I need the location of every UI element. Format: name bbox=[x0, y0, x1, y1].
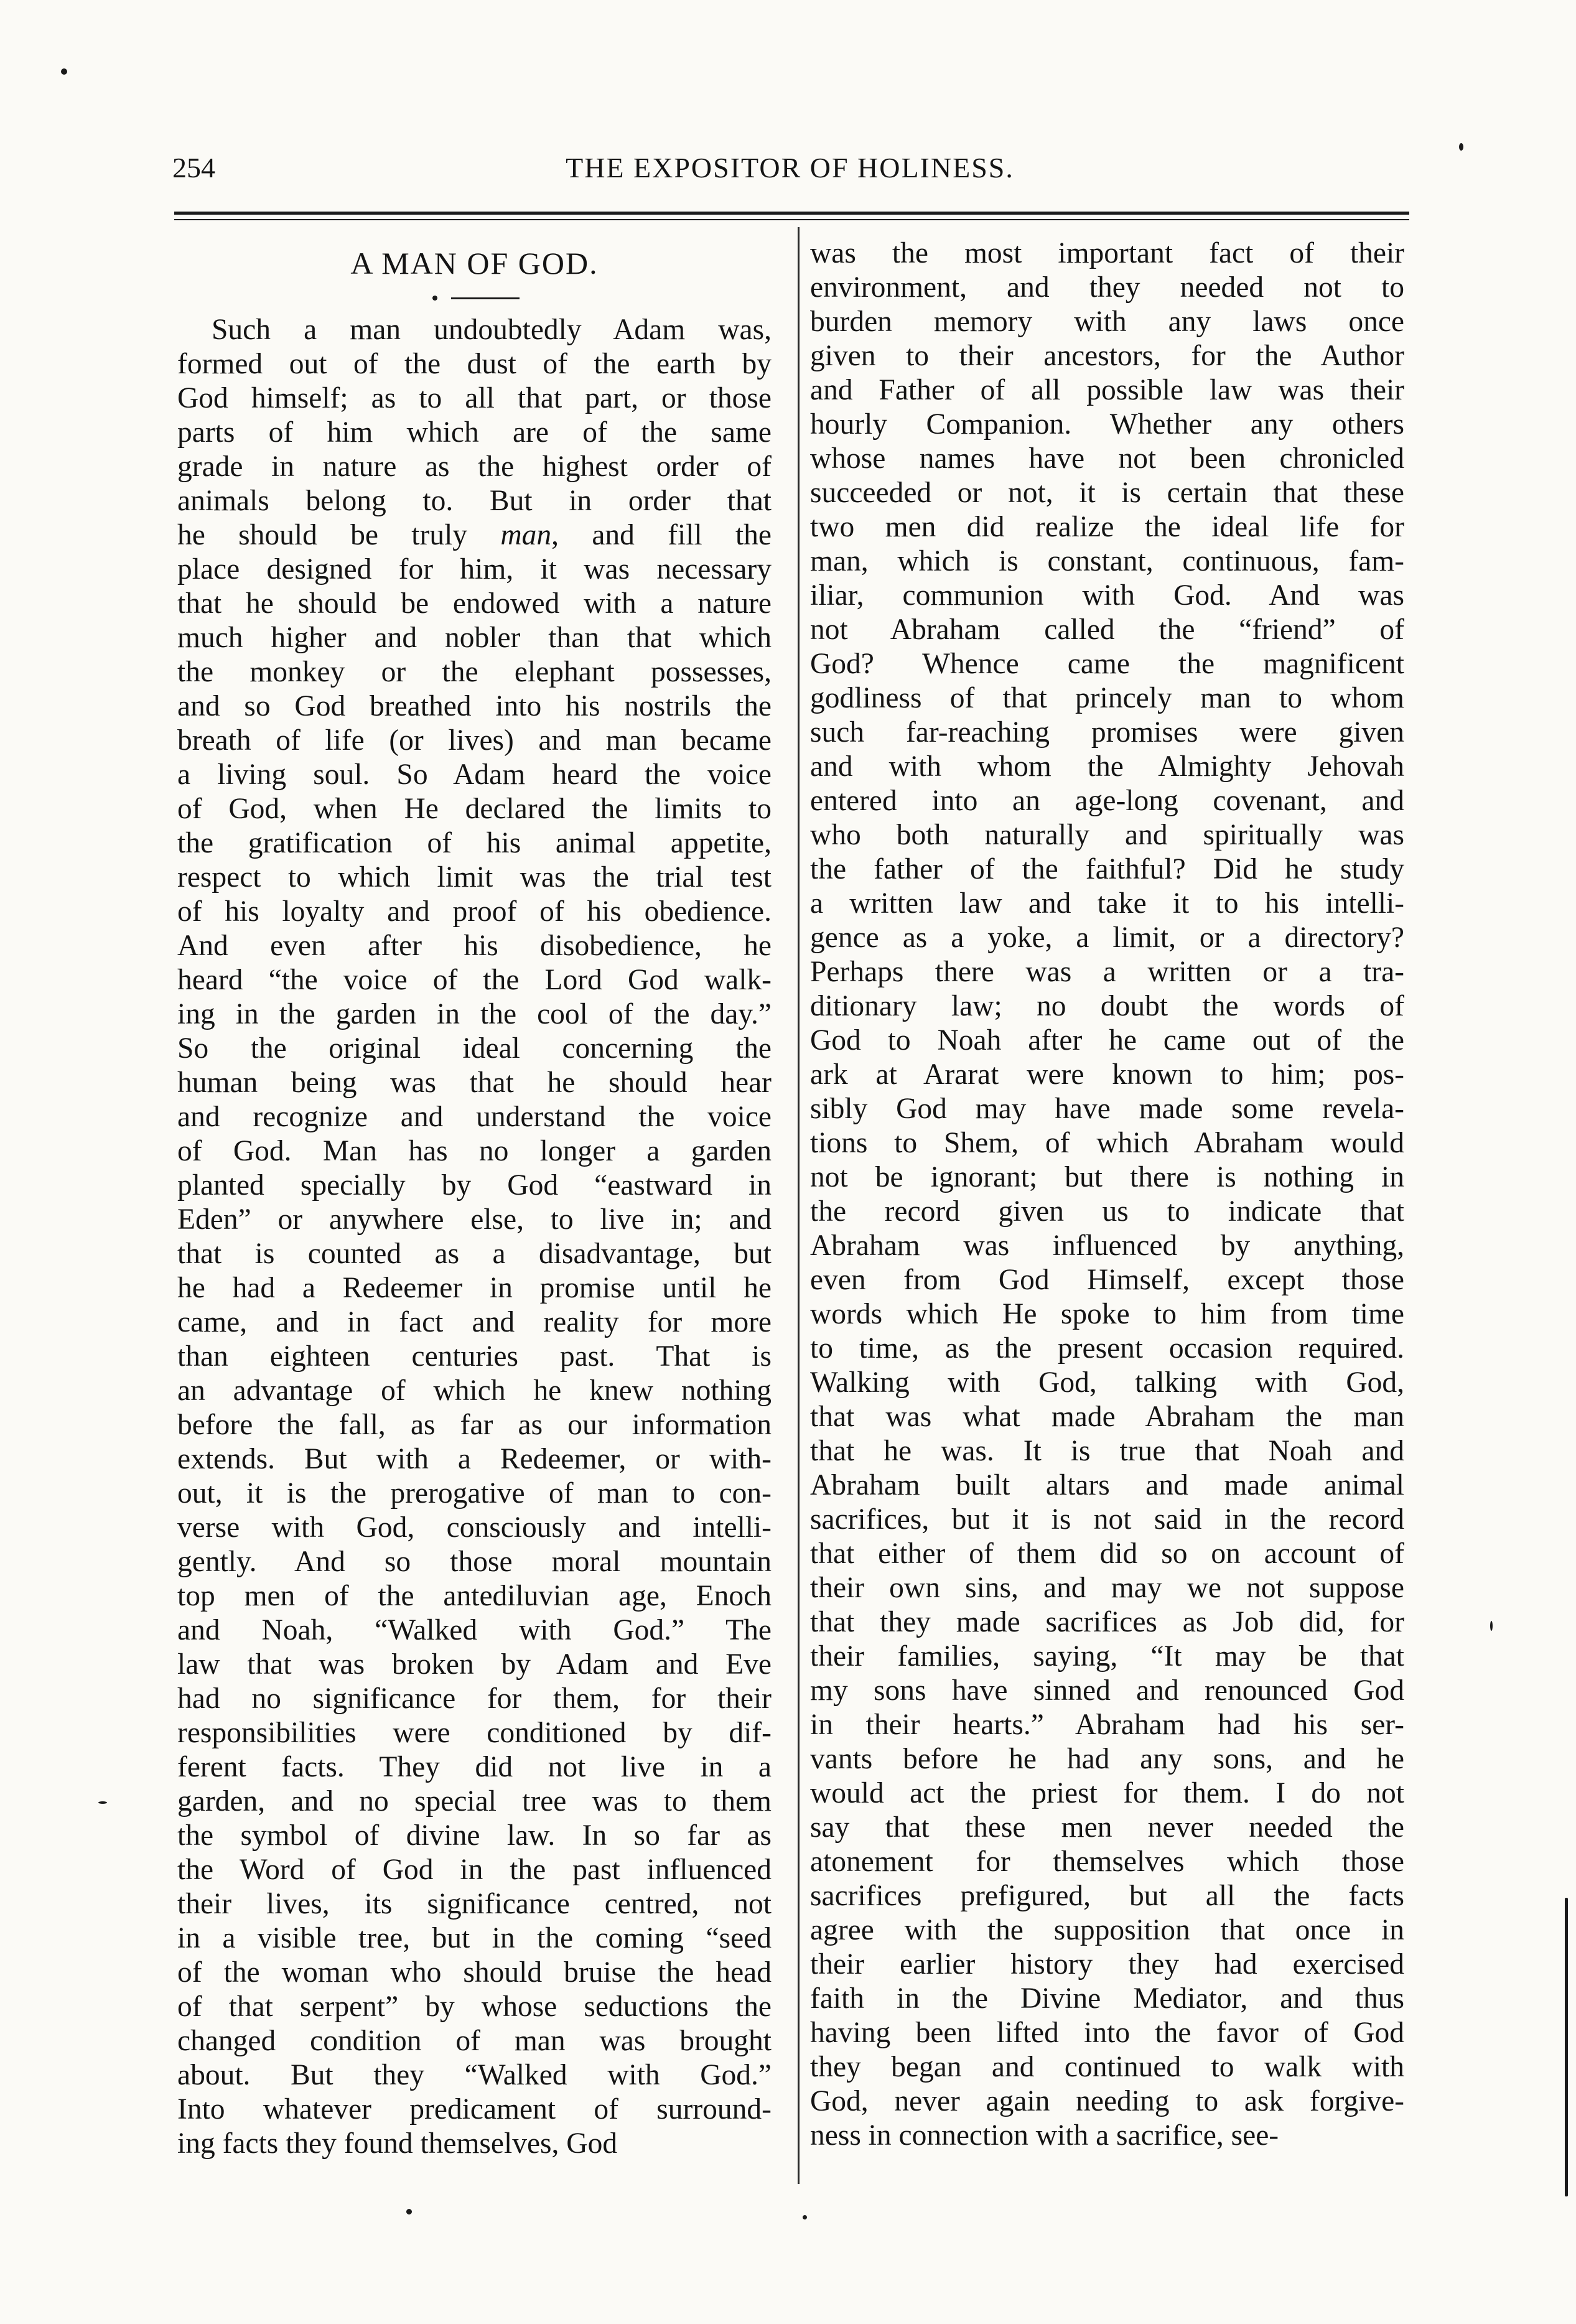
emphasis: man bbox=[500, 519, 552, 551]
text-line: parts of him which are of the same bbox=[177, 416, 772, 449]
text-line: the record given us to indicate that bbox=[810, 1195, 1404, 1228]
text-line: given to their ancestors, for the Author bbox=[810, 340, 1404, 372]
text-line: man, which is constant, continuous, fam- bbox=[810, 545, 1404, 577]
title-ornament bbox=[177, 285, 772, 313]
text-line: of the woman who should bruise the head bbox=[177, 1956, 772, 1989]
left-column bbox=[177, 236, 772, 2161]
scan-speck bbox=[61, 68, 67, 75]
text-line: that they made sacrifices as Job did, for bbox=[810, 1606, 1404, 1638]
text-line: about. But they “Walked with God.” bbox=[177, 2059, 772, 2091]
text-line: sacrifices prefigured, but all the facts bbox=[810, 1880, 1404, 1912]
text-line: changed condition of man was brought bbox=[177, 2025, 772, 2057]
ornament-dot bbox=[432, 296, 437, 301]
text-line: gence as a yoke, a limit, or a directory? bbox=[810, 922, 1404, 954]
text-line: sibly God may have made some revela- bbox=[810, 1093, 1404, 1125]
text-line: God, never again needing to ask forgive- bbox=[810, 2085, 1404, 2117]
column-divider bbox=[798, 227, 800, 2184]
text-line: that was what made Abraham the man bbox=[810, 1401, 1404, 1433]
header-rule-thin bbox=[174, 219, 1409, 220]
text-line: not be ignorant; but there is nothing in bbox=[810, 1161, 1404, 1193]
text-line: an advantage of which he knew nothing bbox=[177, 1374, 772, 1407]
scan-speck bbox=[1459, 143, 1463, 151]
right-column-text bbox=[810, 236, 1404, 2153]
text-line: would act the priest for them. I do not bbox=[810, 1777, 1404, 1809]
text-line: tions to Shem, of which Abraham would bbox=[810, 1127, 1404, 1159]
text-line: a living soul. So Adam heard the voice bbox=[177, 758, 772, 791]
text-line: succeeded or not, it is certain that these bbox=[810, 477, 1404, 509]
text-line: ness in connection with a sacrifice, see- bbox=[810, 2119, 1279, 2152]
text-line: environment, and they needed not to bbox=[810, 271, 1404, 304]
text-line: of God, when He declared the limits to bbox=[177, 793, 772, 825]
text-line: came, and in fact and reality for more bbox=[177, 1306, 772, 1338]
text-line: verse with God, consciously and intelli- bbox=[177, 1511, 772, 1544]
text-line: ing in the garden in the cool of the day.” bbox=[177, 998, 772, 1030]
text-line: and Father of all possible law was their bbox=[810, 374, 1404, 406]
text-line: in a visible tree, but in the coming “seed bbox=[177, 1922, 772, 1954]
text-line: he had a Redeemer in promise until he bbox=[177, 1272, 772, 1304]
text-line: the Word of God in the past influenced bbox=[177, 1854, 772, 1886]
text-line: sacrifices, but it is not said in the record bbox=[810, 1503, 1404, 1536]
text-line: burden memory with any laws once bbox=[810, 306, 1404, 338]
right-column bbox=[810, 236, 1404, 2153]
text-line: ditionary law; no doubt the words of bbox=[810, 990, 1404, 1022]
text-line: Perhaps there was a written or a tra- bbox=[810, 956, 1404, 988]
text-line: So the original ideal concerning the bbox=[177, 1032, 772, 1065]
scan-speck bbox=[803, 2215, 807, 2219]
text-line: respect to which limit was the trial test bbox=[177, 861, 772, 894]
text-line: two men did realize the ideal life for bbox=[810, 511, 1404, 543]
scan-speck bbox=[406, 2209, 412, 2214]
text-line: the monkey or the elephant possesses, bbox=[177, 656, 772, 688]
scan-speck bbox=[1490, 1621, 1493, 1631]
running-title: THE EXPOSITOR OF HOLINESS. bbox=[566, 152, 1014, 184]
scan-speck bbox=[98, 1801, 107, 1804]
text-line: agree with the supposition that once in bbox=[810, 1914, 1404, 1946]
text-line: their families, saying, “It may be that bbox=[810, 1640, 1404, 1673]
text-line: was the most important fact of their bbox=[810, 237, 1404, 269]
text-line: the symbol of divine law. In so far as bbox=[177, 1819, 772, 1852]
text-line: Walking with God, talking with God, bbox=[810, 1366, 1404, 1399]
text-line: had no significance for them, for their bbox=[177, 1682, 772, 1715]
text-line: entered into an age-long covenant, and bbox=[810, 785, 1404, 817]
text-line: and recognize and understand the voice bbox=[177, 1101, 772, 1133]
text-line: hourly Companion. Whether any others bbox=[810, 408, 1404, 441]
text-line: their earlier history they had exercised bbox=[810, 1948, 1404, 1981]
text-line: responsibilities were conditioned by dif- bbox=[177, 1717, 772, 1749]
text-line: garden, and no special tree was to them bbox=[177, 1785, 772, 1818]
text-line: gently. And so those moral mountain bbox=[177, 1546, 772, 1578]
text-line: that is counted as a disadvantage, but bbox=[177, 1238, 772, 1270]
text-line: animals belong to. But in order that bbox=[177, 485, 772, 517]
text-line: such far-reaching promises were given bbox=[810, 716, 1404, 749]
page-header bbox=[172, 146, 1407, 196]
left-column-text bbox=[177, 313, 772, 2161]
text-line: extends. But with a Redeemer, or with- bbox=[177, 1443, 772, 1475]
text-line: iliar, communion with God. And was bbox=[810, 579, 1404, 612]
text-line: out, it is the prerogative of man to con- bbox=[177, 1477, 772, 1510]
text-line: of that serpent” by whose seductions the bbox=[177, 1990, 772, 2023]
text-line: my sons have sinned and renounced God bbox=[810, 1674, 1404, 1707]
text-line: of his loyalty and proof of his obedience. bbox=[177, 895, 772, 928]
text-line: vants before he had any sons, and he bbox=[810, 1743, 1404, 1775]
text-line: that either of them did so on account of bbox=[810, 1538, 1404, 1570]
text-line: that he was. It is true that Noah and bbox=[810, 1435, 1404, 1467]
text-line: that he should be endowed with a nature bbox=[177, 587, 772, 620]
text-line: he should be truly man, and fill the bbox=[177, 519, 772, 551]
text-line: and so God breathed into his nostrils the bbox=[177, 690, 772, 722]
text-line: human being was that he should hear bbox=[177, 1066, 772, 1099]
text-line: say that these men never needed the bbox=[810, 1811, 1404, 1844]
text-line: their lives, its significance centred, not bbox=[177, 1888, 772, 1920]
text-line: before the fall, as far as our information bbox=[177, 1409, 772, 1441]
text-line: much higher and nobler than that which bbox=[177, 622, 772, 654]
text-line: words which He spoke to him from time bbox=[810, 1298, 1404, 1330]
text-line: not Abraham called the “friend” of bbox=[810, 614, 1404, 646]
article-title: A MAN OF GOD. bbox=[350, 246, 599, 281]
text-line: God himself; as to all that part, or those bbox=[177, 382, 772, 414]
header-rule-thick bbox=[174, 212, 1409, 215]
text-line: of God. Man has no longer a garden bbox=[177, 1135, 772, 1167]
text-line: ferent facts. They did not live in a bbox=[177, 1751, 772, 1783]
text-line: formed out of the dust of the earth by bbox=[177, 348, 772, 380]
text-line: to time, as the present occasion required. bbox=[810, 1332, 1404, 1365]
ornament-dash bbox=[451, 297, 520, 299]
text-line: Such a man undoubtedly Adam was, bbox=[212, 314, 772, 346]
text-line: who both naturally and spiritually was bbox=[810, 819, 1404, 851]
text-line: grade in nature as the highest order of bbox=[177, 450, 772, 483]
text-line: law that was broken by Adam and Eve bbox=[177, 1648, 772, 1681]
text-line: the father of the faithful? Did he study bbox=[810, 853, 1404, 885]
text-line: And even after his disobedience, he bbox=[177, 930, 772, 962]
text-line: top men of the antediluvian age, Enoch bbox=[177, 1580, 772, 1612]
page-number: 254 bbox=[172, 152, 215, 184]
scan-edge-mark bbox=[1565, 1898, 1568, 2196]
text-line: atonement for themselves which those bbox=[810, 1846, 1404, 1878]
text-line: a written law and take it to his intelli- bbox=[810, 887, 1404, 920]
text-line: Abraham built altars and made animal bbox=[810, 1469, 1404, 1501]
text-line: place designed for him, it was necessary bbox=[177, 553, 772, 586]
text-line: Abraham was influenced by anything, bbox=[810, 1230, 1404, 1262]
text-line: they began and continued to walk with bbox=[810, 2051, 1404, 2083]
text-line: than eighteen centuries past. That is bbox=[177, 1340, 772, 1373]
text-line: Eden” or anywhere else, to live in; and bbox=[177, 1203, 772, 1236]
text-line: the gratification of his animal appetite, bbox=[177, 827, 772, 859]
text-line: even from God Himself, except those bbox=[810, 1264, 1404, 1296]
text-line: faith in the Divine Mediator, and thus bbox=[810, 1982, 1404, 2015]
text-line: whose names have not been chronicled bbox=[810, 442, 1404, 475]
text-line: ark at Ararat were known to him; pos- bbox=[810, 1058, 1404, 1091]
text-line: God to Noah after he came out of the bbox=[810, 1024, 1404, 1057]
text-line: and with whom the Almighty Jehovah bbox=[810, 750, 1404, 783]
text-line: having been lifted into the favor of God bbox=[810, 2017, 1404, 2049]
text-line: God? Whence came the magnificent bbox=[810, 648, 1404, 680]
text-line: their own sins, and may we not suppose bbox=[810, 1572, 1404, 1604]
text-line: Into whatever predicament of surround- bbox=[177, 2093, 772, 2126]
text-line: ing facts they found themselves, God bbox=[177, 2127, 618, 2160]
text-line: planted specially by God “eastward in bbox=[177, 1169, 772, 1202]
text-line: breath of life (or lives) and man became bbox=[177, 724, 772, 757]
text-line: godliness of that princely man to whom bbox=[810, 682, 1404, 714]
text-line: heard “the voice of the Lord God walk- bbox=[177, 964, 772, 996]
text-line: and Noah, “Walked with God.” The bbox=[177, 1614, 772, 1646]
text-line: in their hearts.” Abraham had his ser- bbox=[810, 1709, 1404, 1741]
